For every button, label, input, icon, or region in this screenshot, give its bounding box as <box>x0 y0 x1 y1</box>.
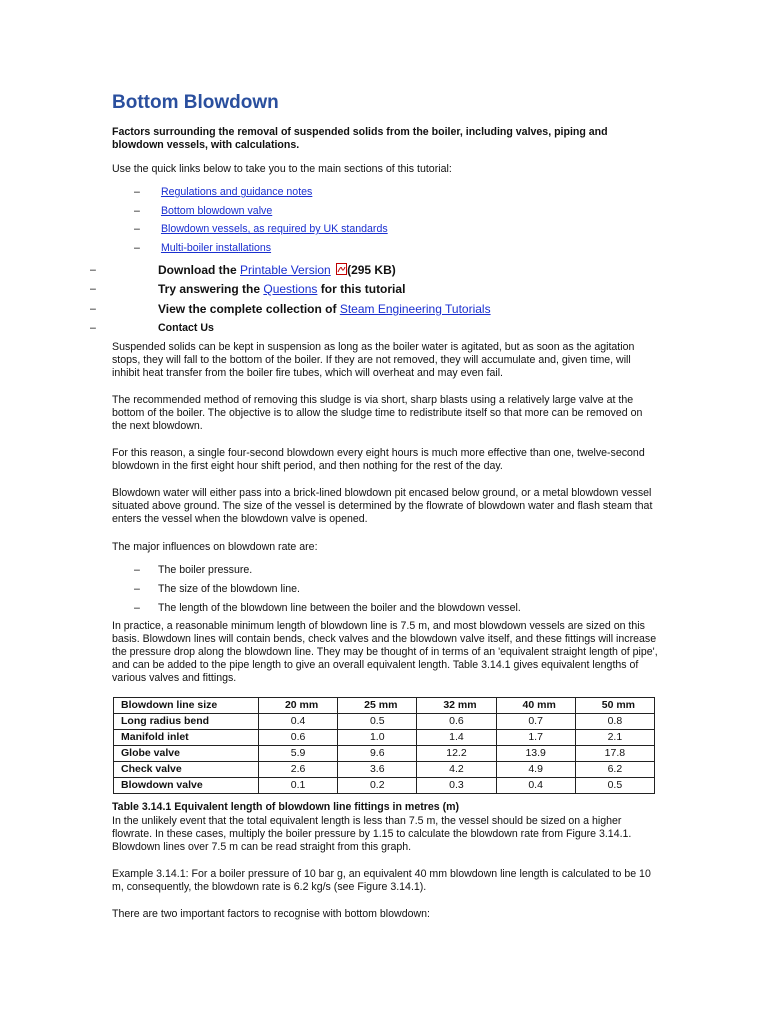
table-cell: 0.8 <box>575 714 654 730</box>
paragraph-suspended-solids: Suspended solids can be kept in suspension as long as the boiler water is agitated, but as soon as the agitation stops, they will fall to the bottom of the boiler. If they are not removed, they will accumulate and, given time, will inhibit heat transfer from the boiler fire tubes, which will overheat and may even fail. <box>112 341 635 379</box>
table-cell: 0.4 <box>259 714 338 730</box>
table-cell: 2.6 <box>259 762 338 778</box>
table-cell: Globe valve <box>114 746 259 762</box>
quick-link-item <box>134 205 272 218</box>
table-header-row <box>114 698 655 714</box>
paragraph-removal-method: The recommended method of removing this sludge is via short, sharp blasts using a relatively large valve at the bottom of the boiler. The objective is to allow the sludge time to redistribute itself so that more can be removed on the next blowdown. <box>112 394 643 432</box>
steam-engineering-tutorials-link[interactable]: Steam Engineering Tutorials <box>339 302 491 316</box>
table-row <box>114 714 655 730</box>
table-cell: 0.4 <box>496 778 575 794</box>
paragraph-after-table: In the unlikely event that the total equivalent length is less than 7.5 m, the vessel should be sized on a higher flowrate. In these cases, multiply the boiler pressure by 1.15 to calculate the blowdown rate from Figure 3.14.1. Blowdown lines over 7.5 m can be read straight from this graph. <box>112 815 632 853</box>
table-caption: Table 3.14.1 Equivalent length of blowdown line fittings in metres (m) <box>112 801 460 813</box>
table-cell: 0.6 <box>259 730 338 746</box>
list-item: – The size of the blowdown line. <box>134 583 300 595</box>
dash-bullet: – <box>90 264 96 276</box>
questions-link[interactable]: Questions <box>263 282 318 296</box>
table-cell: 0.5 <box>575 778 654 794</box>
contact-us[interactable]: Contact Us <box>158 322 214 334</box>
quick-link-item <box>134 223 388 236</box>
dash-bullet: – <box>90 303 96 315</box>
paragraph-blowdown-timing: For this reason, a single four-second blowdown every eight hours is much more effective than one, twelve-second blowdown in the first eight hour shift period, and then nothing for the rest of the day. <box>112 447 645 472</box>
table-cell: 0.3 <box>417 778 496 794</box>
table-header: 25 mm <box>338 698 417 714</box>
table-cell: 6.2 <box>575 762 654 778</box>
table-cell: 1.0 <box>338 730 417 746</box>
dash-bullet: – <box>90 283 96 295</box>
link-blowdown-valve[interactable]: Bottom blowdown valve <box>160 205 273 217</box>
page-title: Bottom Blowdown <box>112 92 279 113</box>
download-prefix: Download the <box>158 263 240 277</box>
list-item: – The length of the blowdown line between the boiler and the blowdown vessel. <box>134 602 521 614</box>
questions-suffix: for this tutorial <box>317 282 406 296</box>
table-cell: 2.1 <box>575 730 654 746</box>
table-cell: 0.5 <box>338 714 417 730</box>
table-cell: 12.2 <box>417 746 496 762</box>
dash-bullet: – <box>134 223 140 235</box>
link-multi-boiler[interactable]: Multi-boiler installations <box>160 242 272 254</box>
paragraph-example: Example 3.14.1: For a boiler pressure of 10 bar g, an equivalent 40 mm blowdown line length is calculated to be 10 m, consequently, the blowdown rate is 6.2 kg/s (see Figure 3.14.1). <box>112 868 651 893</box>
table-header: 40 mm <box>496 698 575 714</box>
dash-bullet: – <box>134 205 140 217</box>
table-cell: 5.9 <box>259 746 338 762</box>
table-cell: 0.2 <box>338 778 417 794</box>
table-cell: 3.6 <box>338 762 417 778</box>
collection-prefix: View the complete collection of <box>158 302 340 316</box>
table-row <box>114 746 655 762</box>
equivalent-length-table <box>113 697 655 794</box>
table-cell: 4.9 <box>496 762 575 778</box>
table-cell: 1.7 <box>496 730 575 746</box>
table-cell: 9.6 <box>338 746 417 762</box>
table-cell: Blowdown valve <box>114 778 259 794</box>
paragraph-blowdown-water: Blowdown water will either pass into a brick-lined blowdown pit encased below ground, or a metal blowdown vessel situated above ground. The size of the vessel is determined by the flowrate of blowdown water and flash steam that enters the vessel when the blowdown valve is opened. <box>112 487 653 525</box>
table-cell: 13.9 <box>496 746 575 762</box>
paragraph-closing: There are two important factors to recognise with bottom blowdown: <box>112 908 430 920</box>
pdf-icon[interactable] <box>336 263 347 275</box>
table-row <box>114 778 655 794</box>
table-row <box>114 762 655 778</box>
table-cell: 17.8 <box>575 746 654 762</box>
table-cell: Check valve <box>114 762 259 778</box>
printable-version-link[interactable]: Printable Version <box>240 263 331 277</box>
table-header: 32 mm <box>417 698 496 714</box>
questions-prefix: Try answering the <box>158 282 264 296</box>
quick-link-item <box>134 186 312 199</box>
table-cell: 0.7 <box>496 714 575 730</box>
table-cell: 0.1 <box>259 778 338 794</box>
dash-bullet: – <box>134 242 140 254</box>
table-cell: 0.6 <box>417 714 496 730</box>
table-cell: 4.2 <box>417 762 496 778</box>
table-cell: Long radius bend <box>114 714 259 730</box>
page-subtitle: Factors surrounding the removal of suspended solids from the boiler, including valves, piping and blowdown vessels, with calculations. <box>112 126 608 151</box>
table-header: 20 mm <box>259 698 338 714</box>
paragraph-major-influences: The major influences on blowdown rate are: <box>112 541 318 553</box>
paragraph-practice: In practice, a reasonable minimum length of blowdown line is 7.5 m, and most blowdown vessels are sized on this basis. Blowdown lines will contain bends, check valves and the blowdown valve itself, and these fittings will increase the pressure drop along the blowdown line. They may be thought of in terms of an 'equivalent straight length of pipe', and can be added to the pipe length to give an overall equivalent length. Table 3.14.1 gives equivalent lengths of various valves and fittings. <box>112 620 658 684</box>
list-item: – The boiler pressure. <box>134 564 253 576</box>
dash-bullet: – <box>134 186 140 198</box>
dash-bullet: – <box>90 322 96 334</box>
table-row <box>114 730 655 746</box>
table-cell: 1.4 <box>417 730 496 746</box>
link-blowdown-vessels[interactable]: Blowdown vessels, as required by UK standards <box>160 223 388 235</box>
intro-text: Use the quick links below to take you to the main sections of this tutorial: <box>112 163 452 175</box>
table-cell: Manifold inlet <box>114 730 259 746</box>
table-header: 50 mm <box>575 698 654 714</box>
link-regulations[interactable]: Regulations and guidance notes <box>160 186 313 198</box>
table-header: Blowdown line size <box>114 698 259 714</box>
pdf-size: (295 KB) <box>347 263 396 277</box>
quick-link-item <box>134 242 271 255</box>
